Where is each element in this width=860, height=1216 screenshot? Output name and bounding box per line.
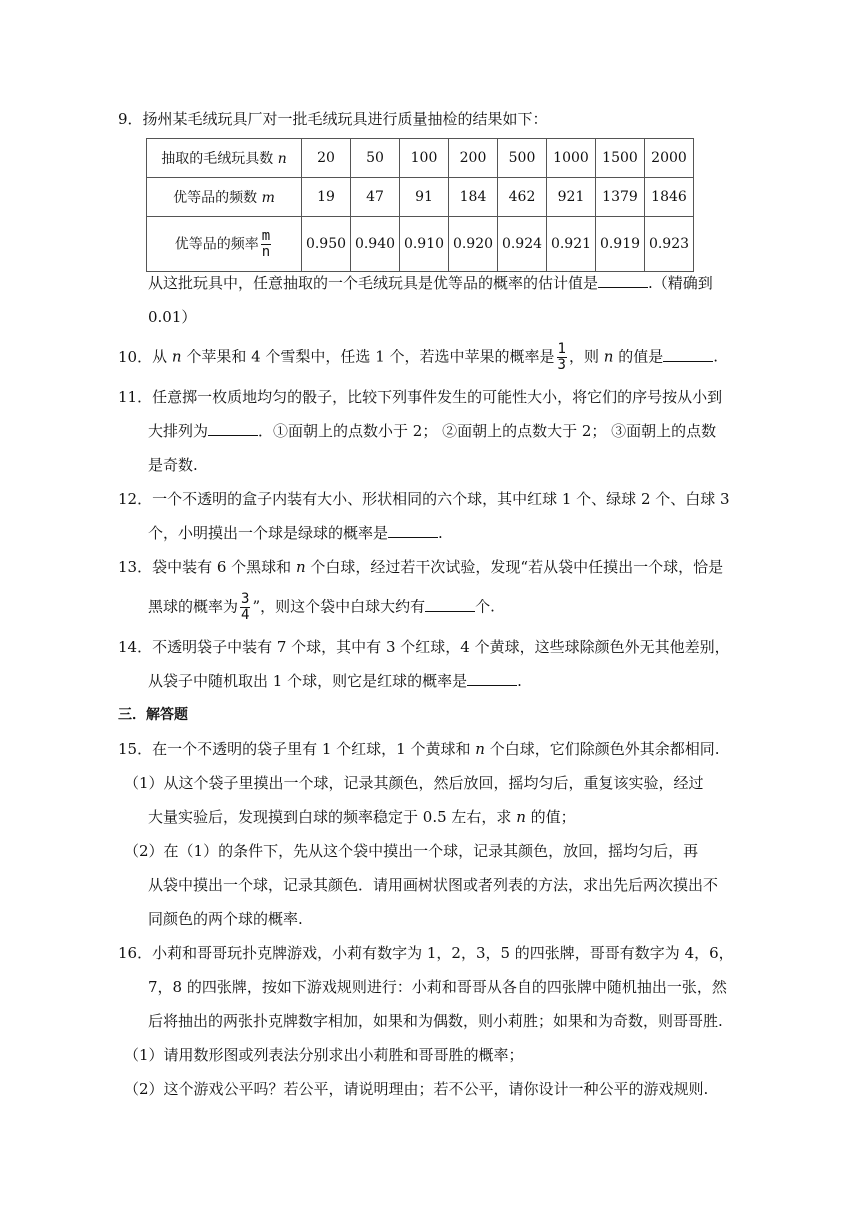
- answer-blank: [467, 671, 517, 686]
- quality-check-table: [146, 138, 694, 272]
- answer-blank: [663, 347, 713, 362]
- table-cell: 2000: [645, 139, 694, 178]
- table-cell: 1500: [596, 139, 645, 178]
- table-cell: 462: [498, 178, 547, 217]
- question-13-line-2: 黑球的概率为 $\frac{3}{4}$ ”，则这个袋中白球大约有 个.: [148, 591, 495, 623]
- table-cell: 100: [400, 139, 449, 178]
- answer-blank: [208, 421, 258, 436]
- question-9-precision: 0.01）: [148, 308, 197, 326]
- row-header: 优等品的频率 $\frac{m}{n}$: [147, 217, 302, 272]
- table-cell: 921: [547, 178, 596, 217]
- question-15-part-2: （2）在（1）的条件下，先从这个袋中摸出一个球，记录其颜色，放回，摇均匀后，再: [124, 842, 699, 860]
- table-cell: 0.950: [302, 217, 351, 272]
- fraction-three-quarters: $\frac{3}{4}$: [241, 591, 250, 623]
- question-9: [118, 108, 548, 130]
- question-11: 11．任意掷一枚质地均匀的骰子，比较下列事件发生的可能性大小，将它们的序号按从小到: [118, 388, 723, 406]
- table-cell: 0.921: [547, 217, 596, 272]
- question-15-part-2-cont: 从袋中摸出一个球，记录其颜色．请用画树状图或者列表的方法，求出先后两次摸出不: [148, 876, 719, 894]
- question-14: 14．不透明袋子中装有 7 个球，其中有 3 个红球，4 个黄球，这些球除颜色外无其他差别，: [118, 638, 730, 656]
- table-cell: 0.924: [498, 217, 547, 272]
- table-cell: 500: [498, 139, 547, 178]
- row-header: 优等品的频数 m: [147, 178, 302, 217]
- table-cell: 200: [449, 139, 498, 178]
- row-header: 抽取的毛绒玩具数 n: [147, 139, 302, 178]
- answer-blank: [425, 597, 475, 612]
- table-cell: 19: [302, 178, 351, 217]
- answer-blank: [598, 273, 648, 288]
- table-row: [147, 178, 694, 217]
- question-10: 10．从 n 个苹果和 4 个雪梨中，任选 1 个，若选中苹果的概率是 $\frac{1}{3}$ ，则 n 的值是 .: [118, 341, 718, 373]
- question-16-line-2: 7，8 的四张牌，按如下游戏规则进行：小莉和哥哥从各自的四张牌中随机抽出一张，然: [148, 978, 727, 996]
- table-cell: 50: [351, 139, 400, 178]
- question-12: 12．一个不透明的盒子内装有大小、形状相同的六个球，其中红球 1 个、绿球 2 个、白球 3: [118, 490, 730, 508]
- fraction-m-over-n: $\frac{m}{n}$: [261, 227, 271, 260]
- question-16-part-2: （2）这个游戏公平吗？若公平，请说明理由；若不公平，请你设计一种公平的游戏规则.: [124, 1080, 709, 1098]
- question-16: 16．小莉和哥哥玩扑克牌游戏，小莉有数字为 1，2，3，5 的四张牌，哥哥有数字为 4，6，: [118, 944, 734, 962]
- question-15-part-2-end: 同颜色的两个球的概率.: [148, 910, 303, 928]
- fraction-one-third: $\frac{1}{3}$: [557, 341, 566, 373]
- table-cell: 1379: [596, 178, 645, 217]
- question-11-line-2: 大排列为 ．①面朝上的点数小于 2； ②面朝上的点数大于 2； ③面朝上的点数: [148, 422, 717, 440]
- question-12-line-2: 个，小明摸出一个球是绿球的概率是 .: [148, 524, 443, 542]
- question-15-part-1-cont: 大量实验后，发现摸到白球的频率稳定于 0.5 左右，求 n 的值；: [148, 808, 576, 826]
- table-cell: 0.910: [400, 217, 449, 272]
- question-14-line-2: 从袋子中随机取出 1 个球，则它是红球的概率是 .: [148, 672, 522, 690]
- table-row: [147, 139, 694, 178]
- question-13: 13．袋中装有 6 个黑球和 n 个白球，经过若干次试验，发现“若从袋中任摸出一个球，恰是: [118, 558, 724, 576]
- table-row: [147, 217, 694, 272]
- table-cell: 0.920: [449, 217, 498, 272]
- table-cell: 1846: [645, 178, 694, 217]
- table-cell: 0.919: [596, 217, 645, 272]
- table-cell: 0.940: [351, 217, 400, 272]
- question-15-part-1: （1）从这个袋子里摸出一个球，记录其颜色，然后放回，摇均匀后，重复该实验，经过: [124, 774, 704, 792]
- section-heading: 三．解答题: [118, 707, 188, 723]
- question-9-followup: 从这批玩具中，任意抽取的一个毛绒玩具是优等品的概率的估计值是 .（精确到: [148, 274, 713, 292]
- question-16-part-1: （1）请用数形图或列表法分别求出小莉胜和哥哥胜的概率；: [124, 1046, 524, 1064]
- question-text: 扬州某毛绒玩具厂对一批毛绒玩具进行质量抽检的结果如下：: [142, 110, 548, 128]
- question-11-line-3: 是奇数.: [148, 456, 198, 474]
- question-number: 9．: [118, 110, 143, 128]
- answer-blank: [388, 523, 438, 538]
- question-16-line-3: 后将抽出的两张扑克牌数字相加，如果和为偶数，则小莉胜；如果和为奇数，则哥哥胜.: [148, 1012, 723, 1030]
- table-cell: 20: [302, 139, 351, 178]
- table-cell: 0.923: [645, 217, 694, 272]
- question-15: 15．在一个不透明的袋子里有 1 个红球，1 个黄球和 n 个白球，它们除颜色外其余都相同.: [118, 740, 720, 758]
- table-cell: 91: [400, 178, 449, 217]
- table-cell: 1000: [547, 139, 596, 178]
- table-cell: 47: [351, 178, 400, 217]
- table-cell: 184: [449, 178, 498, 217]
